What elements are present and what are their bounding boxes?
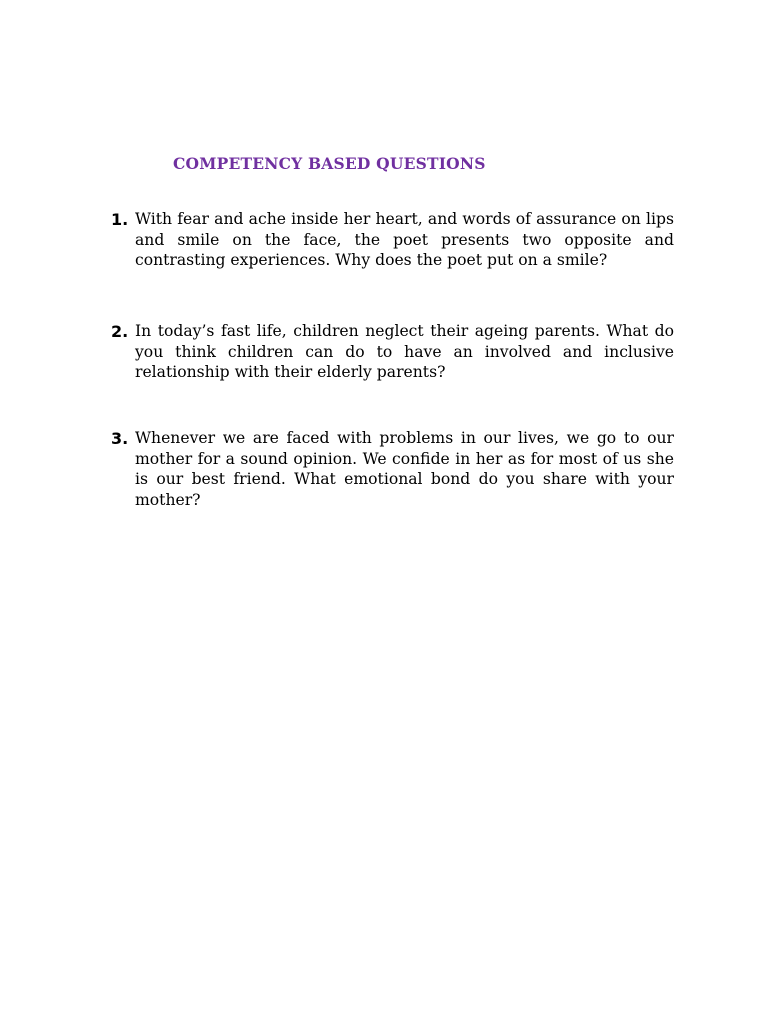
question-item [111, 321, 674, 383]
question-number: 2. [111, 322, 129, 341]
question-text: In today’s fast life, children neglect their ageing parents. What do you think children can do to have an involved and inclusive relationship with their elderly parents? [135, 322, 674, 382]
question-text: Whenever we are faced with problems in our lives, we go to our mother for a sound opinion. We confide in her as for most of us she is our best friend. What emotional bond do you share with your mother? [135, 429, 674, 509]
question-item [111, 428, 674, 510]
question-item [111, 209, 674, 271]
page-title: COMPETENCY BASED QUESTIONS [173, 154, 486, 173]
question-number: 1. [111, 210, 129, 229]
question-text: With fear and ache inside her heart, and words of assurance on lips and smile on the face, the poet presents two opposite and contrasting experiences. Why does the poet put on a smile? [135, 210, 674, 270]
question-number: 3. [111, 429, 129, 448]
